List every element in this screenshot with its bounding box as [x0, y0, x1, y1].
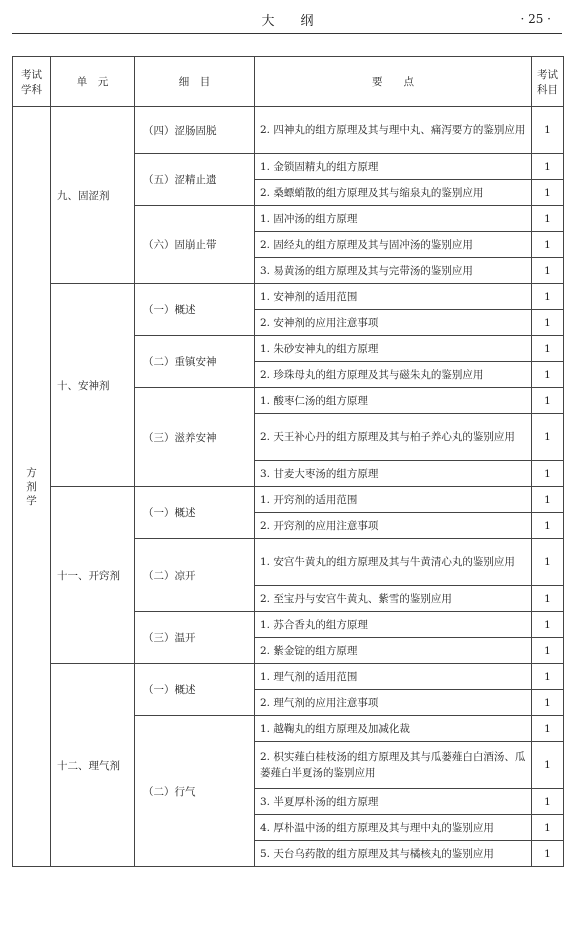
detail-cell: （二）行气 — [135, 716, 255, 867]
score-cell: 1 — [532, 180, 564, 206]
point-cell: 2. 至宝丹与安宫牛黄丸、紫雪的鉴别应用 — [255, 586, 532, 612]
header-points: 要 点 — [255, 57, 532, 107]
table-row — [13, 664, 564, 690]
syllabus-table — [12, 56, 564, 867]
unit-cell: 十一、开窍剂 — [51, 487, 135, 664]
score-cell: 1 — [532, 539, 564, 586]
detail-cell: （三）温开 — [135, 612, 255, 664]
point-cell: 1. 理气剂的适用范围 — [255, 664, 532, 690]
point-cell: 1. 苏合香丸的组方原理 — [255, 612, 532, 638]
point-cell: 1. 安宫牛黄丸的组方原理及其与牛黄清心丸的鉴别应用 — [255, 539, 532, 586]
score-cell: 1 — [532, 716, 564, 742]
point-cell: 1. 越鞠丸的组方原理及加减化裁 — [255, 716, 532, 742]
unit-cell: 十、安神剂 — [51, 284, 135, 487]
unit-cell: 十二、理气剂 — [51, 664, 135, 867]
header-rule — [12, 33, 562, 34]
detail-cell: （四）涩肠固脱 — [135, 107, 255, 154]
point-cell: 2. 珍珠母丸的组方原理及其与磁朱丸的鉴别应用 — [255, 362, 532, 388]
score-cell: 1 — [532, 638, 564, 664]
point-cell: 1. 固冲汤的组方原理 — [255, 206, 532, 232]
point-cell: 3. 半夏厚朴汤的组方原理 — [255, 789, 532, 815]
detail-cell: （二）凉开 — [135, 539, 255, 612]
score-cell: 1 — [532, 336, 564, 362]
score-cell: 1 — [532, 742, 564, 789]
point-cell: 2. 开窍剂的应用注意事项 — [255, 513, 532, 539]
point-cell: 2. 固经丸的组方原理及其与固冲汤的鉴别应用 — [255, 232, 532, 258]
header-subject: 考试学科 — [13, 57, 51, 107]
point-cell: 1. 酸枣仁汤的组方原理 — [255, 388, 532, 414]
score-cell: 1 — [532, 815, 564, 841]
point-cell: 2. 理气剂的应用注意事项 — [255, 690, 532, 716]
score-cell: 1 — [532, 612, 564, 638]
detail-cell: （一）概述 — [135, 487, 255, 539]
table-row — [13, 284, 564, 310]
table-row — [13, 487, 564, 513]
score-cell: 1 — [532, 107, 564, 154]
point-cell: 1. 安神剂的适用范围 — [255, 284, 532, 310]
score-cell: 1 — [532, 690, 564, 716]
score-cell: 1 — [532, 258, 564, 284]
detail-cell: （五）涩精止遗 — [135, 154, 255, 206]
point-cell: 3. 易黄汤的组方原理及其与完带汤的鉴别应用 — [255, 258, 532, 284]
score-cell: 1 — [532, 362, 564, 388]
score-cell: 1 — [532, 487, 564, 513]
table-row — [13, 107, 564, 154]
table-header-row — [13, 57, 564, 107]
detail-cell: （二）重镇安神 — [135, 336, 255, 388]
score-cell: 1 — [532, 789, 564, 815]
subject-cell — [13, 107, 51, 867]
unit-cell: 九、固涩剂 — [51, 107, 135, 284]
score-cell: 1 — [532, 461, 564, 487]
point-cell: 2. 四神丸的组方原理及其与理中丸、痛泻要方的鉴别应用 — [255, 107, 532, 154]
score-cell: 1 — [532, 206, 564, 232]
detail-cell: （一）概述 — [135, 284, 255, 336]
detail-cell: （三）滋养安神 — [135, 388, 255, 487]
point-cell: 2. 安神剂的应用注意事项 — [255, 310, 532, 336]
point-cell: 2. 天王补心丹的组方原理及其与柏子养心丸的鉴别应用 — [255, 414, 532, 461]
point-cell: 2. 紫金锭的组方原理 — [255, 638, 532, 664]
score-cell: 1 — [532, 310, 564, 336]
score-cell: 1 — [532, 388, 564, 414]
score-cell: 1 — [532, 232, 564, 258]
page-number: · 25 · — [520, 12, 551, 26]
point-cell: 2. 枳实薤白桂枝汤的组方原理及其与瓜蒌薤白白酒汤、瓜蒌薤白半夏汤的鉴别应用 — [255, 742, 532, 789]
detail-cell: （一）概述 — [135, 664, 255, 716]
score-cell: 1 — [532, 664, 564, 690]
running-header-title: 大 纲 — [261, 14, 314, 29]
point-cell: 5. 天台乌药散的组方原理及其与橘核丸的鉴别应用 — [255, 841, 532, 867]
point-cell: 4. 厚朴温中汤的组方原理及其与理中丸的鉴别应用 — [255, 815, 532, 841]
header-detail: 细 目 — [135, 57, 255, 107]
detail-cell: （六）固崩止带 — [135, 206, 255, 284]
point-cell: 1. 金锁固精丸的组方原理 — [255, 154, 532, 180]
score-cell: 1 — [532, 414, 564, 461]
point-cell: 2. 桑螵蛸散的组方原理及其与缩泉丸的鉴别应用 — [255, 180, 532, 206]
score-cell: 1 — [532, 284, 564, 310]
header-unit: 单 元 — [51, 57, 135, 107]
point-cell: 1. 开窍剂的适用范围 — [255, 487, 532, 513]
header-score: 考试科目 — [532, 57, 564, 107]
point-cell: 3. 甘麦大枣汤的组方原理 — [255, 461, 532, 487]
score-cell: 1 — [532, 154, 564, 180]
score-cell: 1 — [532, 841, 564, 867]
score-cell: 1 — [532, 586, 564, 612]
point-cell: 1. 朱砂安神丸的组方原理 — [255, 336, 532, 362]
score-cell: 1 — [532, 513, 564, 539]
subject-label: 方剂学 — [26, 466, 37, 507]
